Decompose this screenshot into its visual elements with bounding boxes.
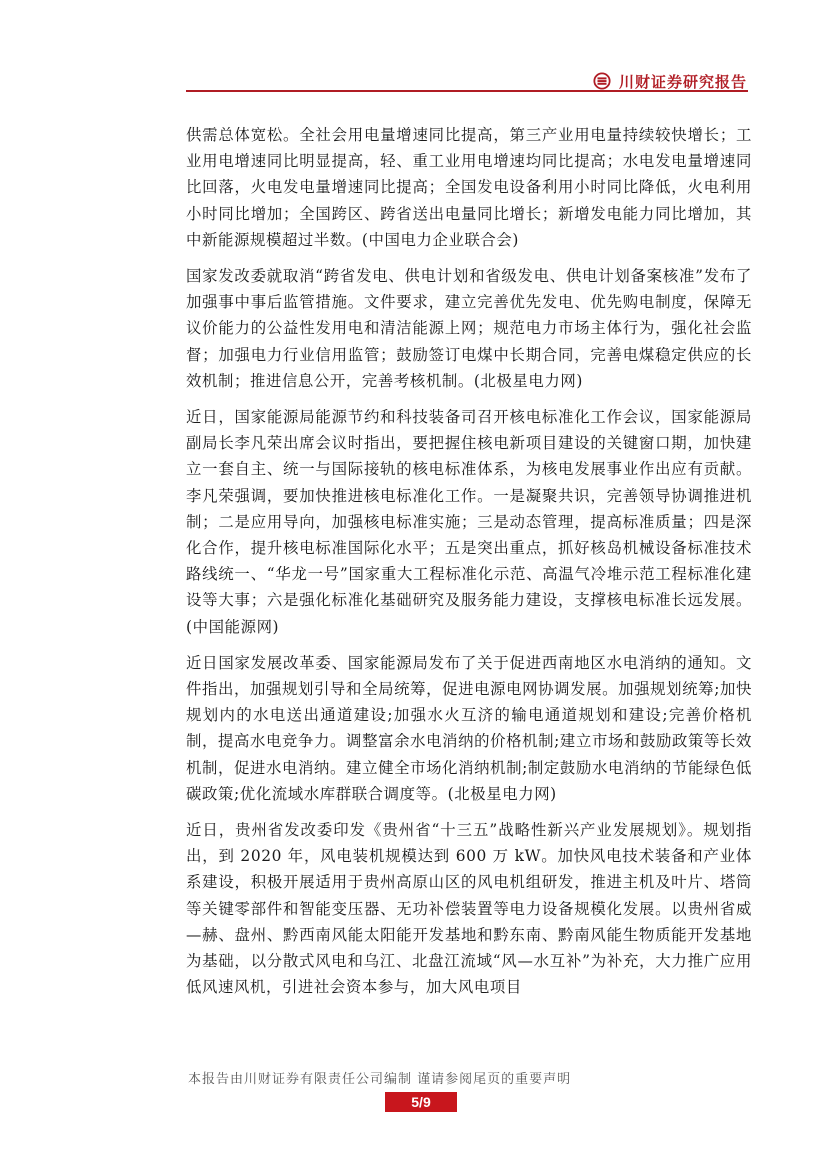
- report-header: [0, 66, 827, 92]
- brand: [593, 70, 747, 92]
- paragraph-4: 近日国家发展改革委、国家能源局发布了关于促进西南地区水电消纳的通知。文件指出，加强规划引导和全局统筹，促进电源电网协调发展。加强规划统筹;加快规划内的水电送出通道建设;加强水火互济的输电通道规划和建设;完善价格机制，提高水电竞争力。调整富余水电消纳的价格机制;建立市场和鼓励政策等长效机制，促进水电消纳。建立健全市场化消纳机制;制定鼓励水电消纳的节能绿色低碳政策;优化流域水库群联合调度等。(北极星电力网): [186, 653, 752, 803]
- brand-title: 川财证券研究报告: [618, 72, 747, 91]
- paragraph-2: 国家发改委就取消“跨省发电、供电计划和省级发电、供电计划备案核准”发布了加强事中事后监管措施。文件要求，建立完善优先发电、优先购电制度，保障无议价能力的公益性发用电和清洁能源上网；规范电力市场主体行为，强化社会监督；加强电力行业信用监管；鼓励签订电煤中长期合同，完善电煤稳定供应的长效机制；推进信息公开，完善考核机制。(北极星电力网): [186, 267, 752, 390]
- page-number-badge: 5/9: [385, 1092, 457, 1112]
- report-body: [186, 122, 752, 1011]
- paragraph-5: 近日，贵州省发改委印发《贵州省“十三五”战略性新兴产业发展规划》。规划指出，到 2020 年，风电装机规模达到 600 万 kW。加快风电技术装备和产业体系建设，积极开展适用于贵州高原山区的风电机组研发，推进主机及叶片、塔筒等关键零部件和智能变压器、无功补偿装置等电力设备规模化发展。以贵州省威—赫、盘州、黔西南风能太阳能开发基地和黔东南、黔南风能生物质能开发基地为基础，以分散式风电和乌江、北盘江流域“风—水互补”为补充，大力推广应用低风速风机，引进社会资本参与，加大风电项目: [186, 821, 752, 997]
- paragraph-3: 近日，国家能源局能源节约和科技装备司召开核电标准化工作会议，国家能源局副局长李凡荣出席会议时指出，要把握住核电新项目建设的关键窗口期，加快建立一套自主、统一与国际接轨的核电标准体系，为核电发展事业作出应有贡献。李凡荣强调，要加快推进核电标准化工作。一是凝聚共识，完善领导协调推进机制；二是应用导向，加强核电标准实施；三是动态管理，提高标准质量；四是深化合作，提升核电标准国际化水平；五是突出重点，抓好核岛机械设备标准技术路线统一、“华龙一号”国家重大工程标准化示范、高温气冷堆示范工程标准化建设等大事；六是强化标准化基础研究及服务能力建设，支撑核电标准长远发展。(中国能源网): [186, 408, 752, 636]
- paragraph-1: 供需总体宽松。全社会用电量增速同比提高，第三产业用电量持续较快增长；工业用电增速同比明显提高，轻、重工业用电增速均同比提高；水电发电量增速同比回落，火电发电量增速同比提高；全国发电设备利用小时同比降低，火电利用小时同比增加；全国跨区、跨省送出电量同比增长；新增发电能力同比增加，其中新能源规模超过半数。(中国电力企业联合会): [186, 126, 752, 249]
- header-divider: [186, 90, 748, 92]
- chuancai-logo-icon: [593, 72, 611, 90]
- disclaimer-note: 本报告由川财证券有限责任公司编制 谨请参阅尾页的重要声明: [188, 1072, 572, 1087]
